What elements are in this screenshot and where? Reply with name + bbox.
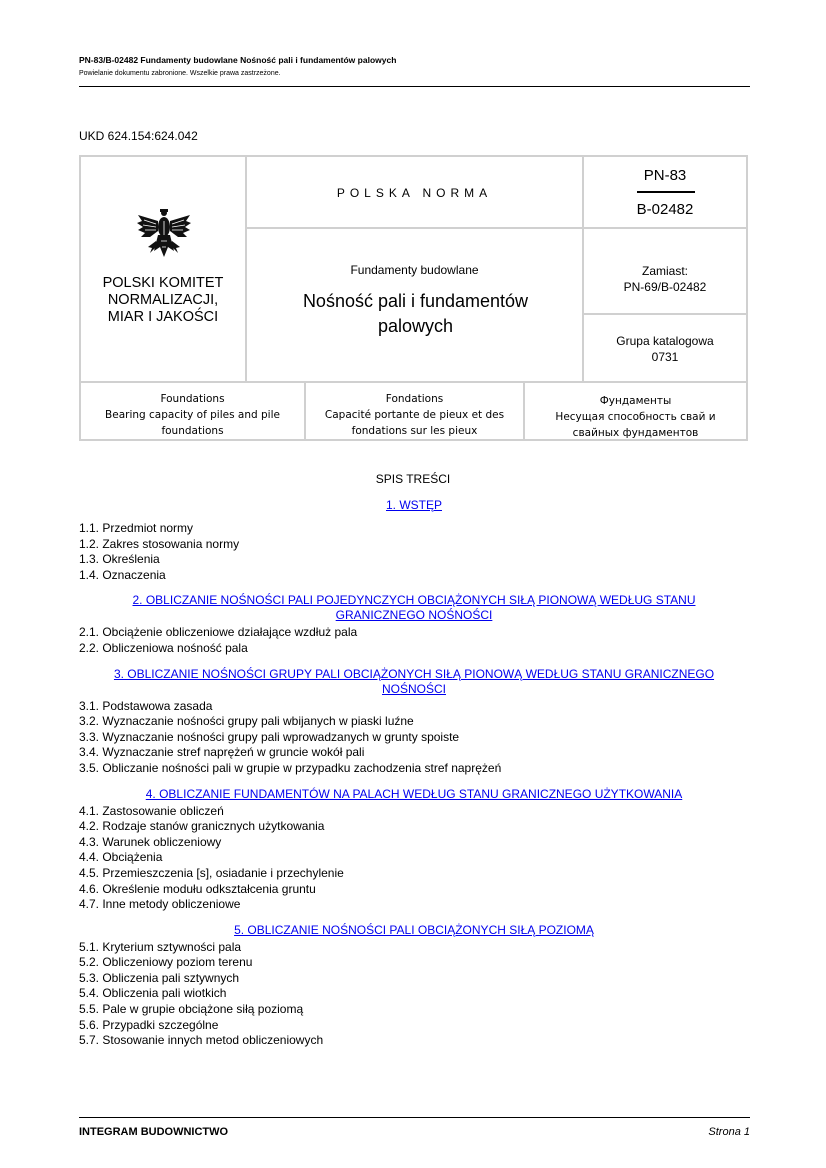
toc-item: 3.1. Podstawowa zasada xyxy=(79,698,213,713)
ukd-code: UKD 624.154:624.042 xyxy=(79,129,198,143)
replaces-label: Zamiast: xyxy=(641,264,688,278)
committee-name xyxy=(81,275,245,326)
title-line: palowych xyxy=(377,316,454,336)
committee-cell xyxy=(81,157,247,381)
toc-heading: SPIS TREŚCI xyxy=(375,472,451,486)
toc-item: 5.3. Obliczenia pali sztywnych xyxy=(79,970,240,985)
committee-line: MIAR I JAKOŚCI xyxy=(107,309,219,325)
catalog-label: Grupa katalogowa xyxy=(616,334,714,348)
translation-line: Фундаменты xyxy=(599,395,672,407)
translation-line: Foundations xyxy=(160,393,225,405)
copyright-notice: Powielanie dokumentu zabronione. Wszelkie prawa zastrzeżone. xyxy=(79,70,281,77)
polish-eagle-emblem-icon xyxy=(136,207,192,259)
translation-line: Capacité portante de pieux et des xyxy=(324,409,505,421)
translation-fr xyxy=(306,381,525,439)
toc-item: 1.2. Zakres stosowania normy xyxy=(79,536,240,551)
toc-item: 3.5. Obliczanie nośności pali w grupie w przypadku zachodzenia stref naprężeń xyxy=(79,760,502,775)
catalog-group-cell xyxy=(584,315,746,381)
standard-code-top: PN-83 xyxy=(643,167,687,184)
norma-label: POLSKA NORMA xyxy=(336,186,493,200)
toc-item: 5.7. Stosowanie innych metod obliczeniowych xyxy=(79,1033,324,1048)
table-of-contents xyxy=(79,498,749,1049)
toc-item: 3.2. Wyznaczanie nośności grupy pali wbijanych w piaski luźne xyxy=(79,714,414,729)
toc-item: 5.4. Obliczenia pali wiotkich xyxy=(79,986,227,1001)
toc-item: 4.7. Inne metody obliczeniowe xyxy=(79,897,241,912)
standard-number-cell xyxy=(584,157,746,229)
norma-label-cell xyxy=(247,157,584,229)
translation-line: fondations sur les pieux xyxy=(351,425,478,437)
toc-item: 2.2. Obliczeniowa nośność pala xyxy=(79,640,248,655)
translation-line: свайных фундаментов xyxy=(572,427,699,439)
translation-en xyxy=(81,381,306,439)
standard-code-bottom: B-02482 xyxy=(636,201,694,218)
title-cell xyxy=(247,229,584,381)
toc-item: 4.6. Określenie modułu odkształcenia gruntu xyxy=(79,881,316,896)
toc-item: 1.1. Przedmiot normy xyxy=(79,521,194,535)
toc-item: 4.4. Obciążenia xyxy=(79,850,163,865)
toc-section-link[interactable]: 5. OBLICZANIE NOŚNOŚCI PALI OBCIĄŻONYCH SIŁĄ POZIOMĄ xyxy=(234,922,594,937)
toc-section-link[interactable]: 3. OBLICZANIE NOŚNOŚCI GRUPY PALI OBCIĄŻONYCH SIŁĄ PIONOWĄ WEDŁUG STANU GRANICZNEGO NOŚNOŚCI xyxy=(113,666,715,696)
standard-title-block xyxy=(79,155,748,441)
replaces-cell xyxy=(584,229,746,315)
toc-item: 5.2. Obliczeniowy poziom terenu xyxy=(79,955,253,970)
title-line: Nośność pali i fundamentów xyxy=(302,291,529,311)
replaces-value: PN-69/B-02482 xyxy=(623,280,707,294)
committee-line: NORMALIZACJI, xyxy=(107,292,219,308)
translation-line: foundations xyxy=(161,425,224,437)
catalog-value: 0731 xyxy=(651,350,679,364)
toc-item: 1.3. Określenia xyxy=(79,552,160,567)
standard-title xyxy=(277,289,554,339)
footer-rule xyxy=(79,1117,750,1118)
footer-publisher: INTEGRAM BUDOWNICTWO xyxy=(79,1126,229,1138)
toc-item: 4.3. Warunek obliczeniowy xyxy=(79,834,222,849)
toc-section-link[interactable]: 2. OBLICZANIE NOŚNOŚCI PALI POJEDYNCZYCH OBCIĄŻONYCH SIŁĄ PIONOWĄ WEDŁUG STANU GRANICZNEGO NOŚNOŚCI xyxy=(132,593,696,623)
toc-item: 5.5. Pale w grupie obciążone siłą poziomą xyxy=(79,1002,304,1017)
committee-line: POLSKI KOMITET xyxy=(102,275,224,291)
toc-section-link[interactable]: 1. WSTĘP xyxy=(385,498,442,512)
toc-section-link[interactable]: 4. OBLICZANIE FUNDAMENTÓW NA PALACH WEDŁUG STANU GRANICZNEGO UŻYTKOWANIA xyxy=(145,786,683,801)
toc-item: 4.2. Rodzaje stanów granicznych użytkowania xyxy=(79,819,325,834)
translation-line: Несущая способность свай и xyxy=(555,411,716,423)
toc-item: 3.3. Wyznaczanie nośności grupy pali wprowadzanych w grunty spoiste xyxy=(79,729,460,744)
page-number: Strona 1 xyxy=(708,1126,750,1138)
toc-item: 3.4. Wyznaczanie stref naprężeń w gruncie wokół pali xyxy=(79,745,365,760)
translation-ru xyxy=(525,381,746,439)
toc-item: 2.1. Obciążenie obliczeniowe działające wzdłuż pala xyxy=(79,625,358,640)
subject: Fundamenty budowlane xyxy=(350,263,479,277)
header-rule xyxy=(79,86,750,87)
toc-item: 5.6. Przypadki szczególne xyxy=(79,1017,219,1032)
toc-item: 1.4. Oznaczenia xyxy=(79,567,166,582)
translation-line: Fondations xyxy=(385,393,444,405)
document-header-title: PN-83/B-02482 Fundamenty budowlane Nośność pali i fundamentów palowych xyxy=(79,55,397,65)
toc-item: 4.5. Przemieszczenia [s], osiadanie i przechylenie xyxy=(79,865,344,880)
translation-line: Bearing capacity of piles and pile xyxy=(105,409,280,421)
code-divider xyxy=(637,191,695,193)
toc-item: 5.1. Kryterium sztywności pala xyxy=(79,939,242,954)
toc-item: 4.1. Zastosowanie obliczeń xyxy=(79,803,224,818)
